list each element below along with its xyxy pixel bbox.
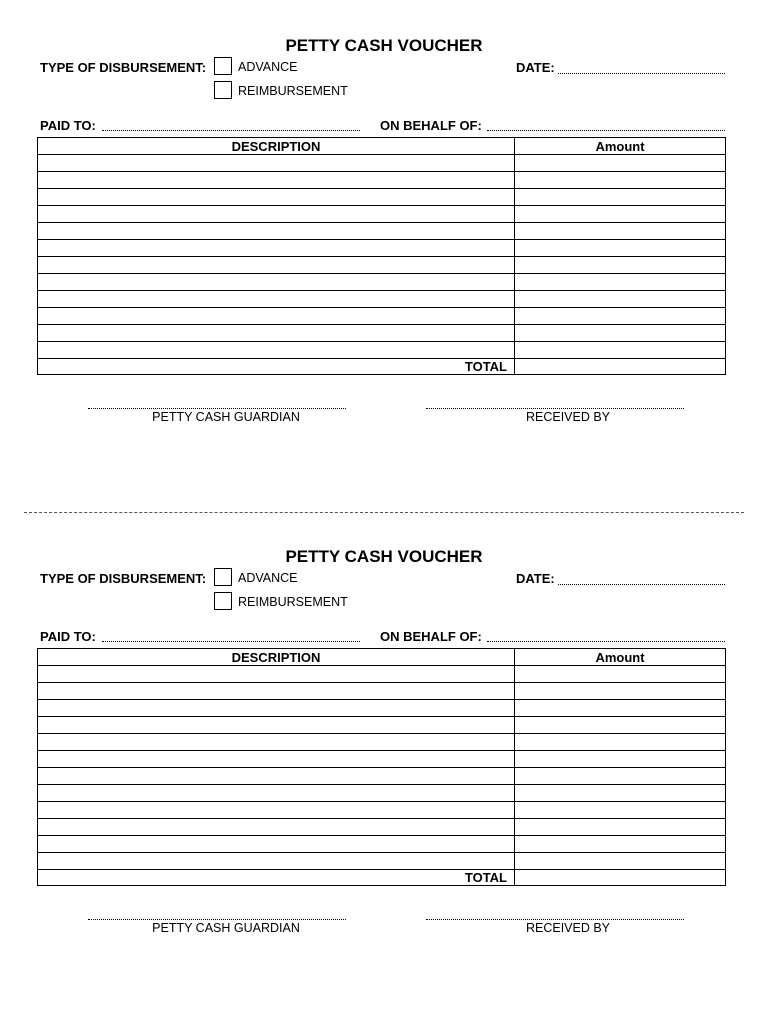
paid-to-label: PAID TO: (40, 118, 96, 133)
table-row[interactable] (38, 308, 725, 325)
voucher-1 (0, 0, 768, 480)
table-row[interactable] (38, 836, 725, 853)
table-header-row (38, 138, 725, 155)
table-row[interactable] (38, 700, 725, 717)
table-row[interactable] (38, 802, 725, 819)
guardian-signature-line[interactable] (88, 408, 346, 409)
date-label: DATE: (516, 571, 555, 586)
date-field[interactable] (558, 584, 725, 585)
table-row[interactable] (38, 274, 725, 291)
table-row[interactable] (38, 223, 725, 240)
on-behalf-of-label: ON BEHALF OF: (380, 118, 482, 133)
reimbursement-checkbox[interactable] (214, 592, 232, 610)
on-behalf-of-label: ON BEHALF OF: (380, 629, 482, 644)
date-field[interactable] (558, 73, 725, 74)
table-row[interactable] (38, 768, 725, 785)
table-row[interactable] (38, 325, 725, 342)
total-label: TOTAL (464, 359, 507, 374)
voucher-title: PETTY CASH VOUCHER (285, 36, 483, 55)
table-row[interactable] (38, 206, 725, 223)
description-header: DESCRIPTION (231, 139, 321, 154)
type-of-disbursement-label: TYPE OF DISBURSEMENT: (40, 60, 207, 75)
advance-checkbox[interactable] (214, 568, 232, 586)
amount-header: Amount (595, 650, 645, 665)
received-by-label: RECEIVED BY (525, 921, 611, 935)
guardian-signature-line[interactable] (88, 919, 346, 920)
table-row[interactable] (38, 853, 725, 870)
paid-to-field[interactable] (102, 130, 360, 131)
on-behalf-of-field[interactable] (487, 130, 725, 131)
description-header: DESCRIPTION (231, 650, 321, 665)
table-row[interactable] (38, 819, 725, 836)
reimbursement-option-label: REIMBURSEMENT (238, 84, 348, 98)
advance-checkbox[interactable] (214, 57, 232, 75)
table-row[interactable] (38, 751, 725, 768)
table-row[interactable] (38, 734, 725, 751)
guardian-signature-label: PETTY CASH GUARDIAN (152, 921, 300, 935)
table-header-row (38, 649, 725, 666)
table-row[interactable] (38, 717, 725, 734)
voucher-title: PETTY CASH VOUCHER (285, 547, 483, 566)
table-row[interactable] (38, 291, 725, 308)
table-row[interactable] (38, 666, 725, 683)
voucher-2 (0, 511, 768, 991)
table-row[interactable] (38, 342, 725, 359)
table-row[interactable] (38, 257, 725, 274)
advance-option-label: ADVANCE (238, 60, 298, 74)
reimbursement-option-label: REIMBURSEMENT (238, 595, 348, 609)
received-by-label: RECEIVED BY (525, 410, 611, 424)
guardian-signature-label: PETTY CASH GUARDIAN (152, 410, 300, 424)
paid-to-field[interactable] (102, 641, 360, 642)
table-row[interactable] (38, 189, 725, 206)
table-row[interactable] (38, 155, 725, 172)
reimbursement-checkbox[interactable] (214, 81, 232, 99)
advance-option-label: ADVANCE (238, 571, 298, 585)
expense-table (37, 137, 726, 375)
expense-table (37, 648, 726, 886)
amount-header: Amount (595, 139, 645, 154)
total-label: TOTAL (464, 870, 507, 885)
table-row[interactable] (38, 172, 725, 189)
table-row[interactable] (38, 683, 725, 700)
table-row[interactable] (38, 240, 725, 257)
type-of-disbursement-label: TYPE OF DISBURSEMENT: (40, 571, 207, 586)
table-row[interactable] (38, 785, 725, 802)
received-by-signature-line[interactable] (426, 919, 684, 920)
paid-to-label: PAID TO: (40, 629, 96, 644)
received-by-signature-line[interactable] (426, 408, 684, 409)
date-label: DATE: (516, 60, 555, 75)
on-behalf-of-field[interactable] (487, 641, 725, 642)
